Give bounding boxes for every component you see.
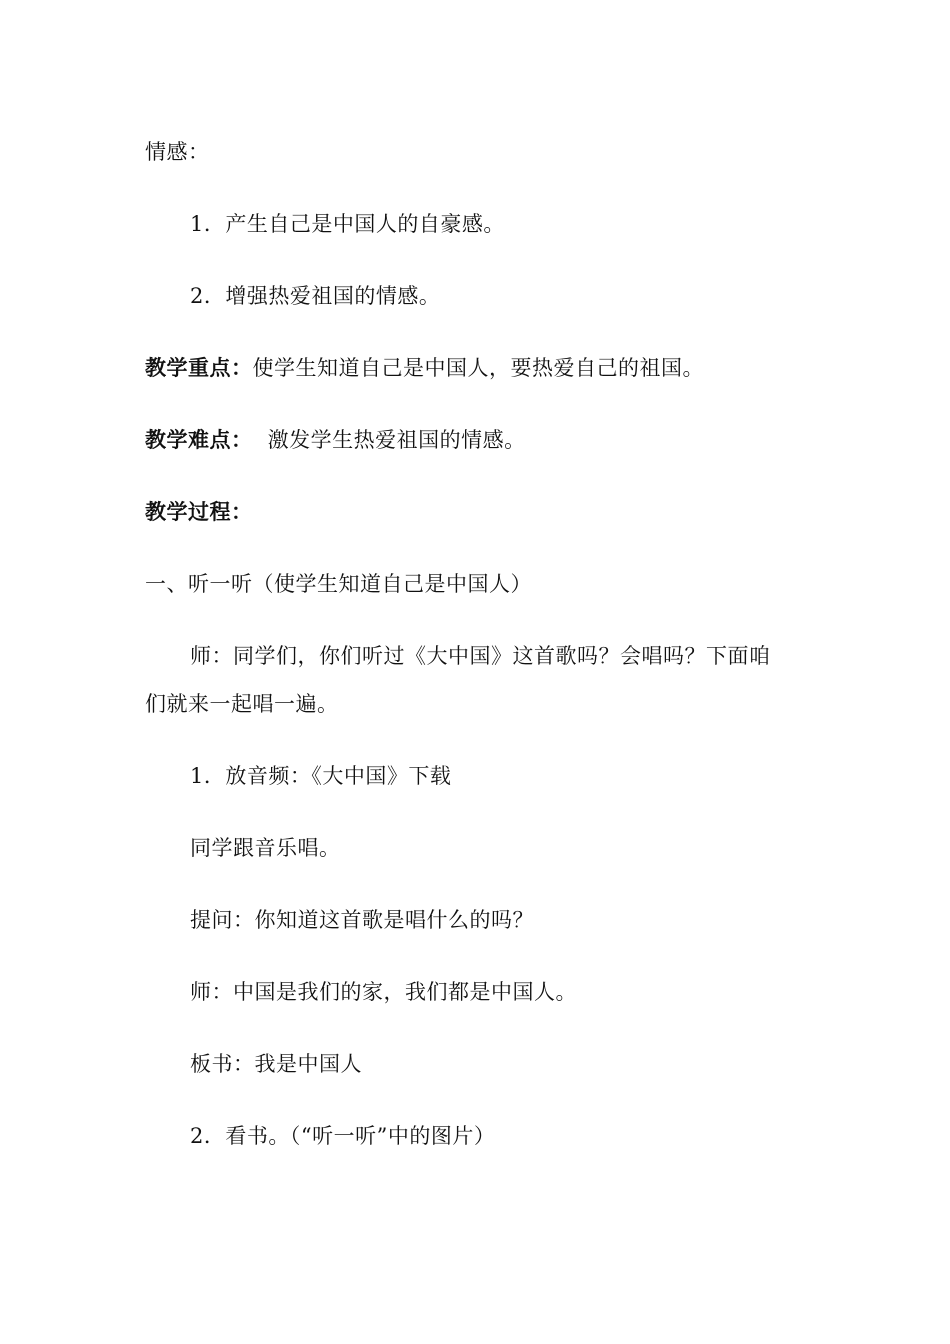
emotion-heading: 情感： xyxy=(145,140,210,164)
question-text: 提问：你知道这首歌是唱什么的吗？ xyxy=(190,908,534,932)
key-point-text: 使学生知道自己是中国人，要热爱自己的祖国。 xyxy=(252,356,704,380)
section1-title: 一、听一听（使学生知道自己是中国人） xyxy=(145,572,532,596)
teacher-answer-text: 师：中国是我们的家，我们都是中国人。 xyxy=(190,980,577,1004)
step1-play-audio: 1．放音频：《大中国》下载 xyxy=(190,764,452,788)
teacher-intro-line1: 师：同学们，你们听过《大中国》这首歌吗？会唱吗？下面咱 xyxy=(190,644,771,668)
emotion-item-2: 2．增强热爱祖国的情感。 xyxy=(190,284,441,308)
step2-read-book: 2．看书。（“听一听”中的图片） xyxy=(190,1124,496,1148)
teacher-intro-line2: 们就来一起唱一遍。 xyxy=(145,692,339,716)
emotion-item-1: 1．产生自己是中国人的自豪感。 xyxy=(190,212,505,236)
difficulty-text: 激发学生热爱祖国的情感。 xyxy=(260,428,526,452)
process-heading: 教学过程： xyxy=(145,500,253,524)
sing-along-text: 同学跟音乐唱。 xyxy=(190,836,341,860)
board-text: 板书：我是中国人 xyxy=(190,1052,362,1076)
difficulty-label: 教学难点： xyxy=(145,428,253,452)
key-point-label: 教学重点： xyxy=(145,356,253,380)
key-point-line xyxy=(145,354,704,382)
difficulty-line xyxy=(145,426,526,454)
